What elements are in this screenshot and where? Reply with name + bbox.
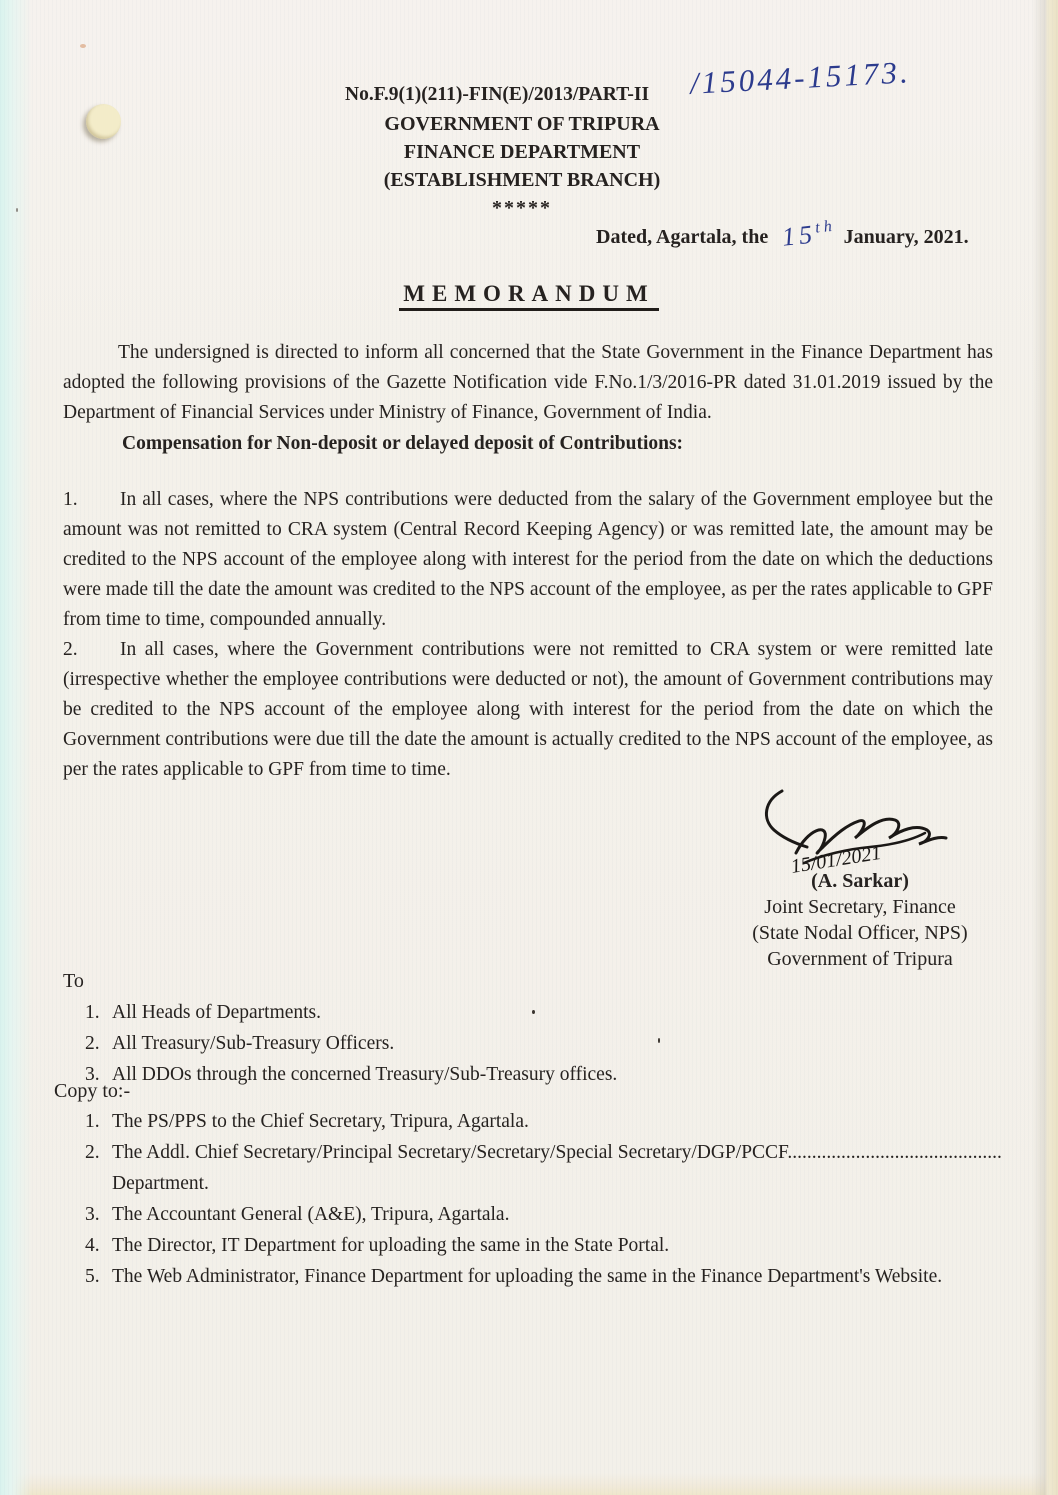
list-item: 2. All Treasury/Sub-Treasury Officers. <box>85 1033 395 1054</box>
list-item: 3. The Accountant General (A&E), Tripura, Agartala. <box>85 1204 510 1225</box>
intro-paragraph: The undersigned is directed to inform all concerned that the State Government in the Finance Department has adopted the following provisions of the Gazette Notification vide F.No.1/3/2016-PR dated 31.01.2019 issued by the Department of Financial Services under Ministry of Finance, Government of India. <box>63 342 993 423</box>
separator-stars: ***** <box>492 197 552 219</box>
signatory-name: (A. Sarkar) <box>811 870 909 892</box>
list-item: 1. The PS/PPS to the Chief Secretary, Tripura, Agartala. <box>85 1111 529 1132</box>
list-item: 5. The Web Administrator, Finance Department for uploading the same in the Finance Department's Website. <box>85 1266 943 1287</box>
to-label: To <box>63 970 84 992</box>
signatory-role-1: Joint Secretary, Finance <box>764 896 956 918</box>
list-item: 2. The Addl. Chief Secretary/Principal Secretary/Secretary/Special Secretary/DGP/PCCF............................................ Department. <box>85 1142 1002 1194</box>
paragraph-2 <box>63 635 993 785</box>
paper-speck <box>80 44 86 48</box>
paragraph-1-number: 1. <box>63 489 78 510</box>
date-line <box>596 217 969 252</box>
department-name: FINANCE DEPARTMENT <box>403 141 641 163</box>
punch-hole <box>86 104 121 139</box>
memo-title: MEMORANDUM <box>0 281 1058 307</box>
signature-date: 15/01/2021 <box>789 841 883 878</box>
paragraph-2-text: In all cases, where the Government contributions were not remitted to CRA system or were remitted late (irrespective whether the employee contributions were deducted or not), the amount of Government contributions may be credited to the NPS account of the employee along with interest for the period from the date on which the Government contributions were due till the date the amount is actually credited to the NPS account of the employee, as per the rates applicable to GPF from time to time. <box>63 639 993 780</box>
paragraph-1 <box>63 485 993 635</box>
list-item: 3. All DDOs through the concerned Treasury/Sub-Treasury offices. <box>85 1064 618 1085</box>
org-name: GOVERNMENT OF TRIPURA <box>384 113 660 135</box>
list-item: 4. The Director, IT Department for uploading the same in the State Portal. <box>85 1235 670 1256</box>
copy-to-label: Copy to:- <box>54 1080 131 1102</box>
letterhead <box>282 110 762 222</box>
date-prefix: Dated, Agartala, the <box>596 226 769 248</box>
list-item: 1. All Heads of Departments. <box>85 1002 322 1023</box>
signature-block <box>720 868 1000 972</box>
copy-to-list <box>85 1106 1037 1292</box>
paper-speck <box>16 208 18 212</box>
section-heading: Compensation for Non-deposit or delayed deposit of Contributions: <box>122 433 684 454</box>
branch-name: (ESTABLISHMENT BRANCH) <box>383 169 661 191</box>
handwritten-day: 15th <box>780 217 837 252</box>
signatory-role-2: (State Nodal Officer, NPS) <box>752 922 968 944</box>
to-list <box>85 997 985 1090</box>
paragraph-1-text: In all cases, where the NPS contributions were deducted from the salary of the Government employee but the amount was not remitted to CRA system (Central Record Keeping Agency) or was remitted late, the amount may be credited to the NPS account of the employee along with interest for the period from the date on which the deductions were made till the date the amount was credited to the NPS account of the employee, as per the rates applicable to GPF from time to time, compounded annually. <box>63 489 993 630</box>
paragraph-2-number: 2. <box>63 639 78 660</box>
handwritten-dispatch-number: /15044-15173. <box>689 54 912 101</box>
reference-number: No.F.9(1)(211)-FIN(E)/2013/PART-II <box>345 84 650 105</box>
signatory-role-3: Government of Tripura <box>767 948 953 970</box>
date-rest: January, 2021. <box>843 226 969 248</box>
